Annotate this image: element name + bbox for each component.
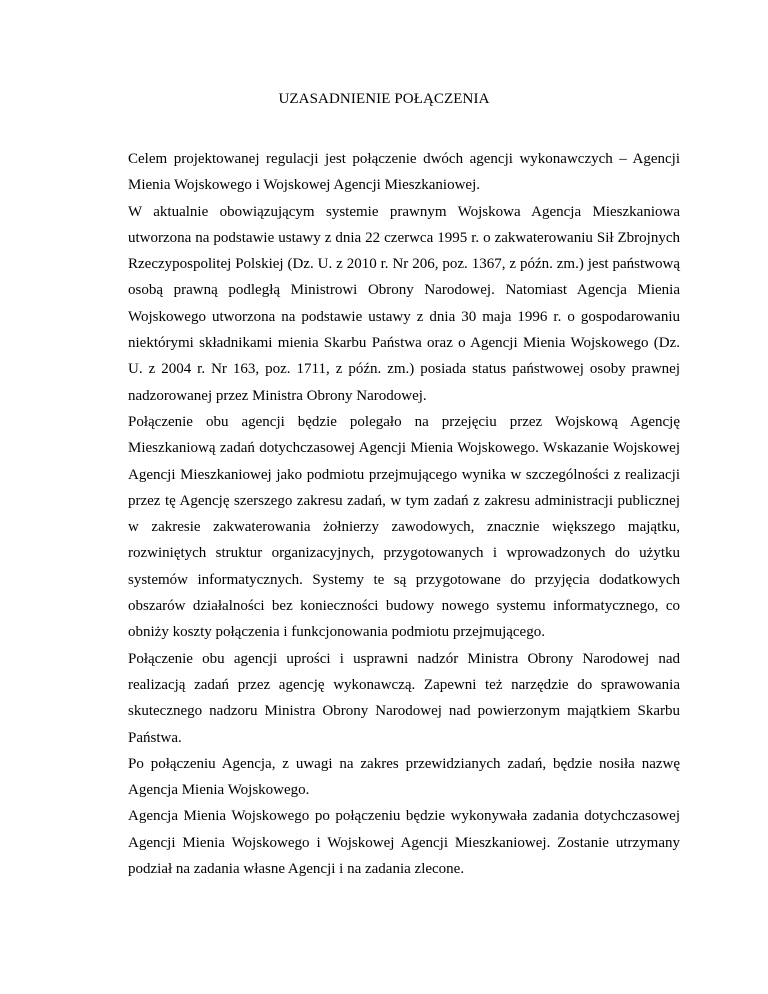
paragraph-supervision: Połączenie obu agencji uprości i usprawni nadzór Ministra Obrony Narodowej nad realizacją zadań przez agencję wykonawczą. Zapewni też narzędzie do sprawowania skutecznego nadzoru Ministra Obrony Narodowej nad powierzonym majątkiem Skarbu Państwa.: [128, 650, 680, 746]
document-body: [128, 146, 680, 882]
document-title: UZASADNIENIE POŁĄCZENIA: [278, 91, 490, 107]
paragraph-new-name: Po połączeniu Agencja, z uwagi na zakres przewidzianych zadań, będzie nosiła nazwę Agencja Mienia Wojskowego.: [128, 755, 680, 799]
paragraph-legal-basis: W aktualnie obowiązującym systemie prawnym Wojskowa Agencja Mieszkaniowa utworzona na podstawie ustawy z dnia 22 czerwca 1995 r. o zakwaterowaniu Sił Zbrojnych Rzeczypospolitej Polskiej (Dz. U. z 2010 r. Nr 206, poz. 1367, z późn. zm.) jest państwową osobą prawną podległą Ministrowi Obrony Narodowej. Natomiast Agencja Mienia Wojskowego utworzona na podstawie ustawy z dnia 30 maja 1996 r. o gospodarowaniu niektórymi składnikami mienia Skarbu Państwa oraz o Agencji Mienia Wojskowego (Dz. U. z 2004 r. Nr 163, poz. 1711, z późn. zm.) posiada status państwowej osoby prawnej nadzorowanej przez Ministra Obrony Narodowej.: [128, 203, 680, 404]
paragraph-merger-method: Połączenie obu agencji będzie polegało na przejęciu przez Wojskową Agencję Mieszkaniową zadań dotychczasowej Agencji Mienia Wojskowego. Wskazanie Wojskowej Agencji Mieszkaniowej jako podmiotu przejmującego wynika w szczególności z realizacji przez tę Agencję szerszego zakresu zadań, w tym zadań z zakresu administracji publicznej w zakresie zakwaterowania żołnierzy zawodowych, znacznie większego majątku, rozwiniętych struktur organizacyjnych, przygotowanych i wprowadzonych do użytku systemów informatycznych. Systemy te są przygotowane do przyjęcia dodatkowych obszarów działalności bez konieczności budowy nowego systemu informatycznego, co obniży koszty połączenia i funkcjonowania podmiotu przejmującego.: [128, 413, 680, 641]
paragraph-tasks: Agencja Mienia Wojskowego po połączeniu będzie wykonywała zadania dotychczasowej Agencji Mienia Wojskowego i Wojskowej Agencji Mieszkaniowej. Zostanie utrzymany podział na zadania własne Agencji i na zadania zlecone.: [128, 808, 680, 878]
paragraph-purpose: Celem projektowanej regulacji jest połączenie dwóch agencji wykonawczych – Agencji Mienia Wojskowego i Wojskowej Agencji Mieszkaniowej.: [128, 151, 680, 194]
